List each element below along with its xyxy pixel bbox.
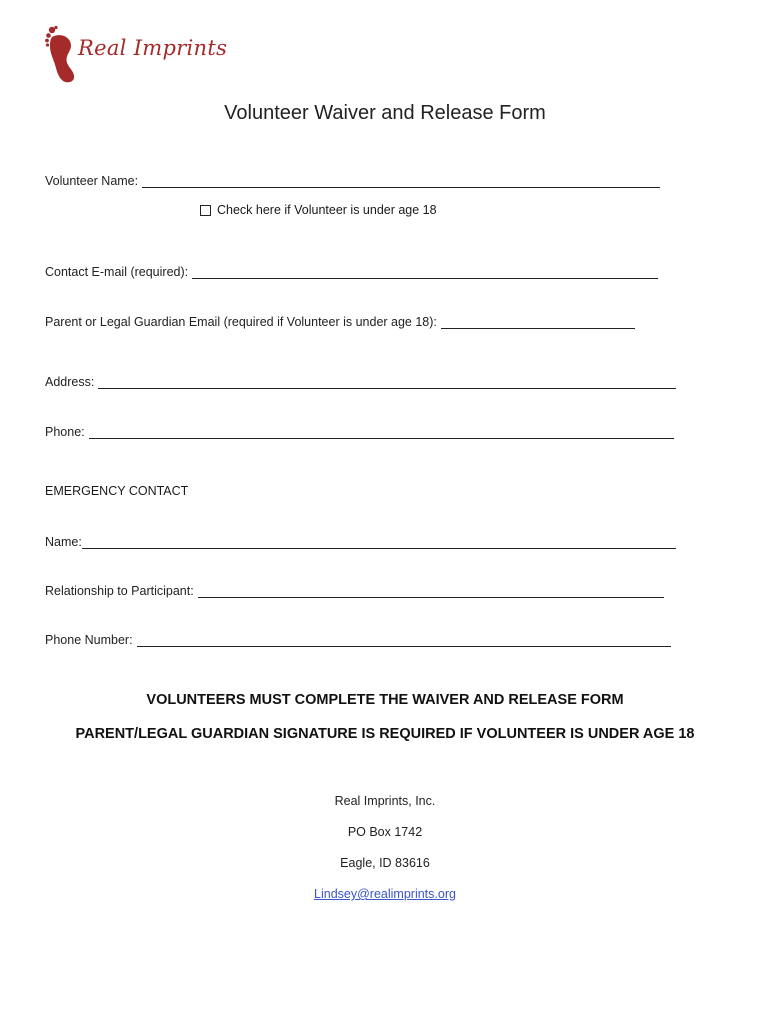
phone-row (45, 424, 674, 439)
guardian-email-row (45, 314, 635, 329)
relationship-row (45, 583, 664, 598)
relationship-field[interactable] (198, 583, 664, 598)
guardian-email-label: Parent or Legal Guardian Email (required if Volunteer is under age 18): (45, 315, 437, 329)
page-title: Volunteer Waiver and Release Form (224, 102, 546, 124)
contact-email-row (45, 264, 658, 279)
emergency-name-row (45, 534, 676, 549)
phone-label: Phone: (45, 425, 85, 439)
notice-guardian-signature: PARENT/LEGAL GUARDIAN SIGNATURE IS REQUIRED IF VOLUNTEER IS UNDER AGE 18 (75, 726, 695, 742)
logo (44, 24, 228, 84)
volunteer-name-row (45, 173, 660, 188)
under-18-checkbox-label: Check here if Volunteer is under age 18 (217, 203, 437, 217)
emergency-name-label: Name: (45, 535, 82, 549)
emergency-name-field[interactable] (82, 534, 676, 549)
relationship-label: Relationship to Participant: (45, 584, 194, 598)
footer-city: Eagle, ID 83616 (340, 856, 430, 870)
under-18-checkbox[interactable] (200, 205, 211, 216)
contact-email-field[interactable] (192, 264, 658, 279)
notice-waiver: VOLUNTEERS MUST COMPLETE THE WAIVER AND RELEASE FORM (146, 692, 624, 708)
address-label: Address: (45, 375, 95, 389)
guardian-email-field[interactable] (441, 314, 635, 329)
volunteer-name-label: Volunteer Name: (45, 174, 139, 188)
address-field[interactable] (98, 374, 676, 389)
emergency-phone-row (45, 632, 671, 647)
emergency-contact-heading: EMERGENCY CONTACT (45, 484, 189, 498)
under-18-option[interactable] (200, 203, 437, 217)
footer-email-link[interactable]: Lindsey@realimprints.org (314, 887, 456, 901)
emergency-phone-label: Phone Number: (45, 633, 133, 647)
contact-email-label: Contact E-mail (required): (45, 265, 189, 279)
volunteer-name-field[interactable] (142, 173, 660, 188)
address-row (45, 374, 676, 389)
footer-org: Real Imprints, Inc. (334, 794, 436, 808)
footer-po-box: PO Box 1742 (347, 825, 423, 839)
emergency-phone-field[interactable] (137, 632, 671, 647)
phone-field[interactable] (89, 424, 674, 439)
logo-text: Real Imprints (78, 36, 228, 60)
